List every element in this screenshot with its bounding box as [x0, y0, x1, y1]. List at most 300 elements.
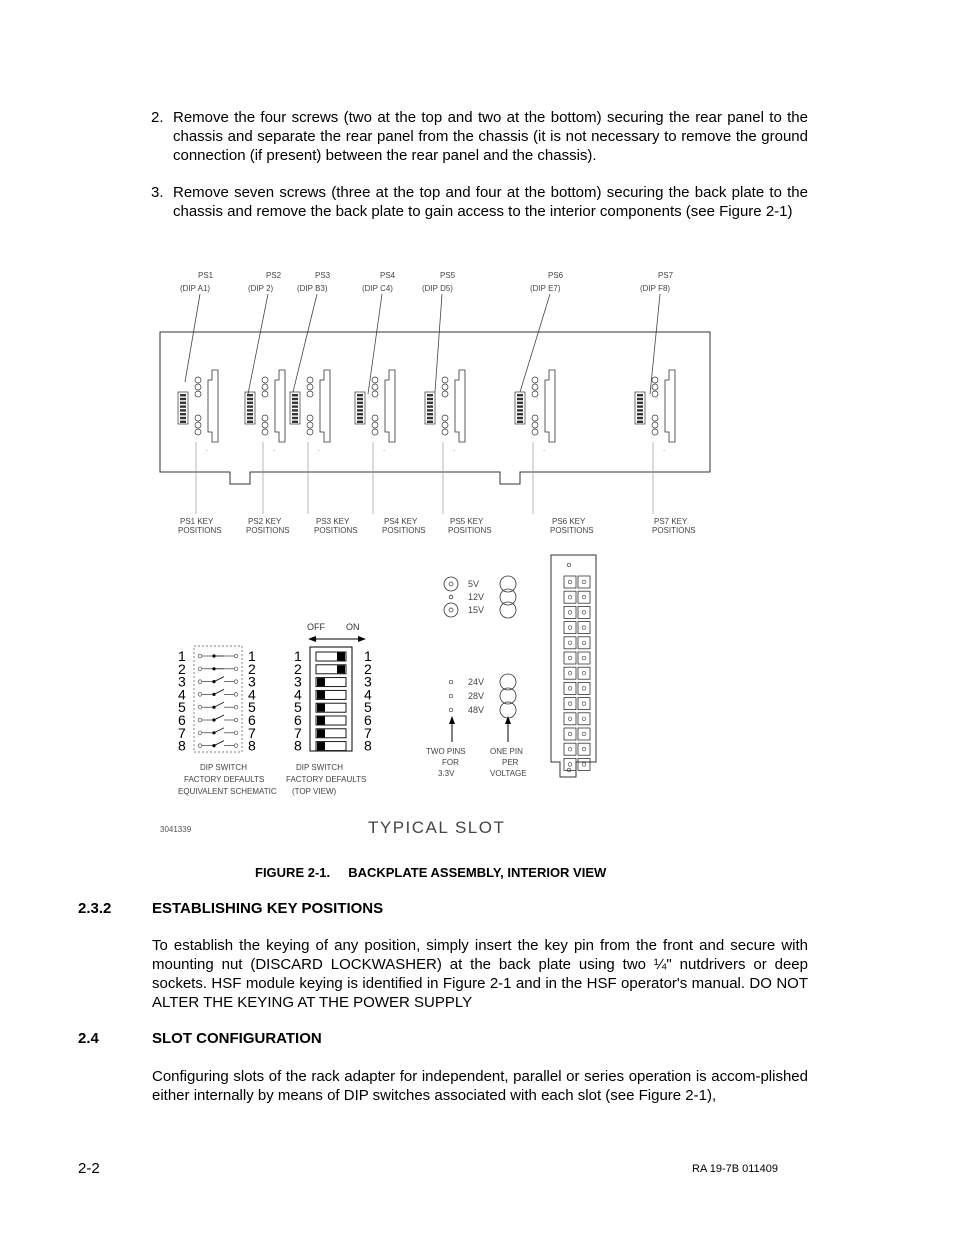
switch-number-right: 2 [248, 660, 256, 677]
connector-pin [582, 656, 586, 660]
switch-number-left: 5 [294, 699, 302, 716]
dip-segment [292, 398, 298, 400]
voltage-label-top: 5V [468, 579, 480, 589]
connector-cell [564, 591, 576, 603]
dip-segment [180, 421, 186, 423]
slot-pin [195, 377, 201, 383]
key-label-line2: POSITIONS [550, 526, 594, 535]
connector-cell [564, 682, 576, 694]
switch-number-right: 3 [248, 673, 256, 690]
switch-number-left: 7 [294, 724, 302, 741]
key-label-line2: POSITIONS [448, 526, 492, 535]
slot-pin [195, 384, 201, 390]
slot-marker: ~ [543, 448, 546, 453]
switch-number-right: 5 [364, 699, 372, 716]
section-heading-2-3-2 [78, 900, 678, 918]
paragraph-slot-configuration: Configuring slots of the rack adapter for independent, parallel or series operation is accom-plished either internally by means of DIP switches associated with each slot (see Figure 2-1), [152, 1068, 808, 1104]
ps-name-label: PS4 [380, 271, 396, 280]
slot-marker: ~ [383, 448, 386, 453]
connector-cell [578, 667, 590, 679]
voltage-label-bottom: 24V [468, 677, 485, 687]
slot-pin [307, 422, 313, 428]
dip-segment [517, 394, 523, 396]
connector-cell [578, 576, 590, 588]
dip-segment [427, 413, 433, 415]
on-label: ON [346, 622, 360, 632]
dip-segment [292, 413, 298, 415]
voltage-label-bottom: 48V [468, 705, 485, 715]
document-id: RA 19-7B 011409 [692, 1163, 779, 1175]
connector-pin [582, 732, 586, 736]
dip-segment [292, 405, 298, 407]
figure-caption [255, 865, 606, 880]
dip-switch-top-view [294, 647, 372, 754]
slot-pin [262, 391, 268, 397]
dip-segment [427, 409, 433, 411]
dip-segment [357, 409, 363, 411]
step-3 [151, 183, 808, 223]
two-pins-label: 3.3V [438, 769, 455, 778]
typical-slot-title: TYPICAL SLOT [368, 818, 506, 837]
switch-number-right: 1 [248, 648, 256, 664]
key-label-line1: PS3 KEY [316, 517, 350, 526]
connector-pin [582, 671, 586, 675]
dip-segment [637, 405, 643, 407]
connector-pin [582, 717, 586, 721]
dip-segment [247, 417, 253, 419]
voltage-label-bottom: 28V [468, 691, 485, 701]
voltage-pin-left [449, 680, 453, 684]
section-number: 2.4 [78, 1030, 99, 1047]
switch-number-left: 3 [294, 673, 302, 690]
section-title: ESTABLISHING KEY POSITIONS [152, 900, 384, 917]
slot-pin [195, 422, 201, 428]
switch-number-left: 8 [178, 737, 186, 754]
slot-pin [372, 429, 378, 435]
switch-number-left: 1 [178, 648, 186, 664]
dip-segment [292, 417, 298, 419]
connector-pin [568, 717, 572, 721]
section-heading-2-4 [78, 1030, 678, 1048]
connector-cell [578, 682, 590, 694]
dip-segment [292, 394, 298, 396]
two-pins-arrowhead [449, 716, 455, 724]
slot-group [178, 370, 675, 514]
schematic-pin [198, 693, 202, 697]
connector-pin [582, 687, 586, 691]
voltage-pin-left [449, 595, 453, 599]
switch-number-right: 5 [248, 699, 256, 716]
switch-number-left: 6 [178, 712, 186, 728]
dip-switch-schematic [178, 646, 256, 754]
ps-dip-label: (DIP B3) [297, 284, 328, 293]
dip-segment [517, 409, 523, 411]
paragraph-key-positions: To establish the keying of any position, simply insert the key pin from the front and secure with mounting nut (DISCARD LOCKWASHER) at the back plate using two ¼" nutdrivers or deep sockets. HSF module keying is identified in Figure 2-1 and in the HSF operator's manual. DO NOT ALTER THE KEYING AT THE POWER SUPPLY [152, 937, 808, 1011]
dip-schematic-label: FACTORY DEFAULTS [184, 775, 265, 784]
dip-segment [517, 398, 523, 400]
connector-pin [568, 626, 572, 630]
drawing-number: 3041339 [160, 825, 192, 834]
connector-cell [578, 743, 590, 755]
dip-segment [180, 417, 186, 419]
connector-pin [568, 611, 572, 615]
dip-topview-label: FACTORY DEFAULTS [286, 775, 367, 784]
slot-pin [262, 429, 268, 435]
slot-connector [665, 370, 675, 442]
two-pins-label: FOR [442, 758, 459, 767]
dip-segment [247, 421, 253, 423]
voltage-label-top: 15V [468, 605, 485, 615]
schematic-pin [198, 705, 202, 709]
dip-segment [357, 421, 363, 423]
dip-segment [427, 421, 433, 423]
leader-line [368, 294, 382, 394]
slot-marker: ~ [206, 448, 209, 453]
dip-schematic-box [194, 646, 242, 752]
dip-segment [637, 394, 643, 396]
slot-pin [652, 391, 658, 397]
ps-label-group [180, 271, 674, 293]
switch-number-left: 8 [294, 737, 302, 754]
dip-segment [292, 409, 298, 411]
schematic-switch-arm [214, 702, 224, 707]
dip-segment [357, 394, 363, 396]
dip-segment [637, 421, 643, 423]
slot-marker: ~ [273, 448, 276, 453]
dip-label-group [178, 763, 366, 796]
voltage-pin-right [500, 702, 516, 718]
key-label-line2: POSITIONS [314, 526, 358, 535]
key-label-line2: POSITIONS [382, 526, 426, 535]
section-title: SLOT CONFIGURATION [152, 1030, 322, 1047]
dip-segment [637, 409, 643, 411]
connector-pin [582, 641, 586, 645]
connector-cell [564, 576, 576, 588]
connector-pin [582, 626, 586, 630]
schematic-pin [198, 718, 202, 722]
ps-dip-label: (DIP A1) [180, 284, 211, 293]
switch-number-right: 4 [364, 686, 372, 703]
slot-dip-block [515, 392, 525, 424]
connector-cell [578, 606, 590, 618]
dip-segment [637, 417, 643, 419]
dip-segment [637, 402, 643, 404]
switch-number-right: 6 [248, 712, 256, 728]
dip-toggle [317, 742, 325, 750]
ps-dip-label: (DIP E7) [530, 284, 561, 293]
step-number: 3. [151, 184, 164, 201]
schematic-switch-arm [214, 677, 224, 682]
slot-pin [307, 415, 313, 421]
two-pins-label: TWO PINS [426, 747, 466, 756]
key-label-line2: POSITIONS [178, 526, 222, 535]
voltage-pin-right [500, 688, 516, 704]
connector-hole [567, 563, 571, 567]
step-number: 2. [151, 109, 164, 126]
dip-toggle [317, 729, 325, 737]
dip-segment [247, 394, 253, 396]
slot-pin [442, 429, 448, 435]
slot-marker: ~ [663, 448, 666, 453]
key-label-line1: PS5 KEY [450, 517, 484, 526]
switch-number-right: 2 [364, 660, 372, 677]
connector-pin [568, 702, 572, 706]
slot-pin [195, 415, 201, 421]
connector-pin [568, 671, 572, 675]
voltage-pin-right [500, 602, 516, 618]
slot-pin [307, 391, 313, 397]
ps-name-label: PS1 [198, 271, 214, 280]
voltage-pin-right [500, 589, 516, 605]
key-label-line1: PS6 KEY [552, 517, 586, 526]
slot-pin [652, 377, 658, 383]
connector-pin [568, 641, 572, 645]
slot-pin [195, 391, 201, 397]
slot-pin [372, 377, 378, 383]
ps-name-label: PS7 [658, 271, 674, 280]
connector-pin [568, 595, 572, 599]
switch-number-left: 2 [178, 660, 186, 677]
dip-toggle [337, 665, 345, 673]
switch-number-left: 1 [294, 648, 302, 664]
key-label-line1: PS1 KEY [180, 517, 214, 526]
schematic-pin [234, 718, 238, 722]
switch-number-left: 5 [178, 699, 186, 716]
slot-dip-block [245, 392, 255, 424]
connector-cell [578, 728, 590, 740]
dip-segment [357, 405, 363, 407]
ps-name-label: PS6 [548, 271, 564, 280]
connector-cell [578, 758, 590, 770]
switch-number-left: 6 [294, 712, 302, 728]
voltage-pin-left [449, 694, 453, 698]
slot-pin [442, 377, 448, 383]
dip-schematic-label: EQUIVALENT SCHEMATIC [178, 787, 277, 796]
dip-segment [427, 398, 433, 400]
switch-number-right: 3 [364, 673, 372, 690]
voltage-pin-left-inner [449, 608, 453, 612]
leader-line [185, 294, 200, 382]
slot-connector [320, 370, 330, 442]
dip-segment [357, 417, 363, 419]
schematic-pin [198, 680, 202, 684]
dip-segment [357, 402, 363, 404]
slot-pin [532, 377, 538, 383]
dip-segment [357, 413, 363, 415]
slot-pin [195, 429, 201, 435]
dip-toggle [337, 653, 345, 661]
leader-line [650, 294, 660, 394]
schematic-pin [234, 667, 238, 671]
connector-cell [578, 622, 590, 634]
voltage-pin-right [500, 576, 516, 592]
off-label: OFF [307, 622, 325, 632]
one-pin-label: VOLTAGE [490, 769, 527, 778]
connector-cell [578, 713, 590, 725]
caption-title: BACKPLATE ASSEMBLY, INTERIOR VIEW [348, 865, 607, 880]
voltage-pin-left [449, 708, 453, 712]
dip-segment [357, 398, 363, 400]
dip-segment [517, 405, 523, 407]
ps-dip-label: (DIP F8) [640, 284, 671, 293]
slot-connector [545, 370, 555, 442]
slot-dip-block [635, 392, 645, 424]
dip-segment [517, 421, 523, 423]
slot-pin [532, 422, 538, 428]
ps-name-label: PS3 [315, 271, 331, 280]
switch-number-right: 8 [248, 737, 256, 754]
connector-pin [568, 580, 572, 584]
slot-pin [262, 377, 268, 383]
dip-segment [247, 405, 253, 407]
slot-dip-block [178, 392, 188, 424]
slot-pin [442, 415, 448, 421]
slot-pin [532, 429, 538, 435]
connector-pin [568, 656, 572, 660]
connector-pin [582, 580, 586, 584]
dip-toggle [317, 704, 325, 712]
caption-number: FIGURE 2-1. [255, 865, 331, 880]
dip-segment [292, 421, 298, 423]
dip-segment [517, 402, 523, 404]
connector-pin [582, 702, 586, 706]
slot-dip-block [355, 392, 365, 424]
slot-pin [307, 384, 313, 390]
voltage-pin-right [500, 674, 516, 690]
voltage-pin-left-inner [449, 582, 453, 586]
slot-pin [262, 422, 268, 428]
slot-pin [532, 415, 538, 421]
slot-pin [652, 429, 658, 435]
ps-dip-label: (DIP C4) [362, 284, 393, 293]
key-label-line2: POSITIONS [246, 526, 290, 535]
switch-number-right: 7 [248, 724, 256, 741]
slot-connector [275, 370, 285, 442]
connector-strip [551, 555, 596, 777]
switch-number-left: 2 [294, 660, 302, 677]
connector-cell [578, 591, 590, 603]
dip-segment [427, 417, 433, 419]
dip-segment [180, 394, 186, 396]
connector-cell [564, 622, 576, 634]
slot-connector [208, 370, 218, 442]
connector-cell [564, 728, 576, 740]
connector-cell [564, 637, 576, 649]
slot-pin [372, 415, 378, 421]
connector-pin [582, 747, 586, 751]
switch-number-right: 6 [364, 712, 372, 728]
schematic-pin [234, 680, 238, 684]
slot-pin [532, 391, 538, 397]
dip-segment [247, 402, 253, 404]
switch-number-right: 4 [248, 686, 256, 703]
connector-cell [564, 743, 576, 755]
leader-line [248, 294, 268, 394]
connector-pin [568, 732, 572, 736]
dip-toggle [317, 691, 325, 699]
connector-cell [578, 698, 590, 710]
dip-toggle [317, 678, 325, 686]
connector-cell [564, 606, 576, 618]
switch-number-right: 7 [364, 724, 372, 741]
page-number: 2-2 [78, 1160, 100, 1177]
slot-pin [442, 422, 448, 428]
slot-pin [372, 391, 378, 397]
dip-segment [180, 405, 186, 407]
backplate-figure [150, 262, 750, 842]
dip-segment [247, 413, 253, 415]
dip-segment [637, 398, 643, 400]
dip-segment [180, 398, 186, 400]
dip-segment [427, 394, 433, 396]
ps-dip-label: (DIP 2) [248, 284, 274, 293]
schematic-pin [198, 667, 202, 671]
dip-segment [292, 402, 298, 404]
step-text: Remove the four screws (two at the top and two at the bottom) securing the rear panel to the chassis and separate the rear panel from the chassis (it is not necessary to remove the ground connection (if present) between the rear panel and the chassis). [173, 109, 808, 164]
key-label-line1: PS2 KEY [248, 517, 282, 526]
dip-topview-label: (TOP VIEW) [292, 787, 337, 796]
switch-number-left: 4 [294, 686, 302, 703]
switch-number-right: 8 [364, 737, 372, 754]
switch-number-right: 1 [364, 648, 372, 664]
dip-topview-label: DIP SWITCH [296, 763, 343, 772]
leader-line [293, 294, 317, 392]
connector-pin [568, 687, 572, 691]
dip-toggle [317, 717, 325, 725]
slot-pin [262, 415, 268, 421]
slot-pin [372, 422, 378, 428]
schematic-pin [234, 654, 238, 658]
slot-pin [652, 384, 658, 390]
slot-pin [372, 384, 378, 390]
schematic-pin [234, 731, 238, 735]
connector-cell [578, 637, 590, 649]
dip-segment [247, 398, 253, 400]
dip-segment [247, 409, 253, 411]
dip-segment [180, 409, 186, 411]
connector-cell [564, 652, 576, 664]
key-label-line2: POSITIONS [652, 526, 696, 535]
connector-cell [564, 667, 576, 679]
slot-pin [442, 384, 448, 390]
dip-segment [517, 417, 523, 419]
schematic-pin [234, 744, 238, 748]
slot-pin [652, 422, 658, 428]
key-label-line1: PS4 KEY [384, 517, 418, 526]
connector-pin [582, 611, 586, 615]
one-pin-arrowhead [505, 716, 511, 724]
ps-name-label: PS2 [266, 271, 282, 280]
slot-dip-block [290, 392, 300, 424]
switch-number-left: 7 [178, 724, 186, 741]
schematic-switch-arm [214, 689, 224, 694]
schematic-switch-arm [214, 728, 224, 733]
connector-cell [564, 713, 576, 725]
connector-cell [564, 698, 576, 710]
dip-segment [427, 402, 433, 404]
section-number: 2.3.2 [78, 900, 112, 917]
slot-pin [262, 384, 268, 390]
switch-number-left: 4 [178, 686, 186, 703]
key-label-group [178, 517, 696, 535]
leader-line [435, 294, 442, 392]
leader-lines [185, 294, 660, 394]
schematic-pin [198, 654, 202, 658]
dip-segment [637, 413, 643, 415]
connector-pin [568, 763, 572, 767]
connector-pin [582, 763, 586, 767]
slot-pin [442, 391, 448, 397]
